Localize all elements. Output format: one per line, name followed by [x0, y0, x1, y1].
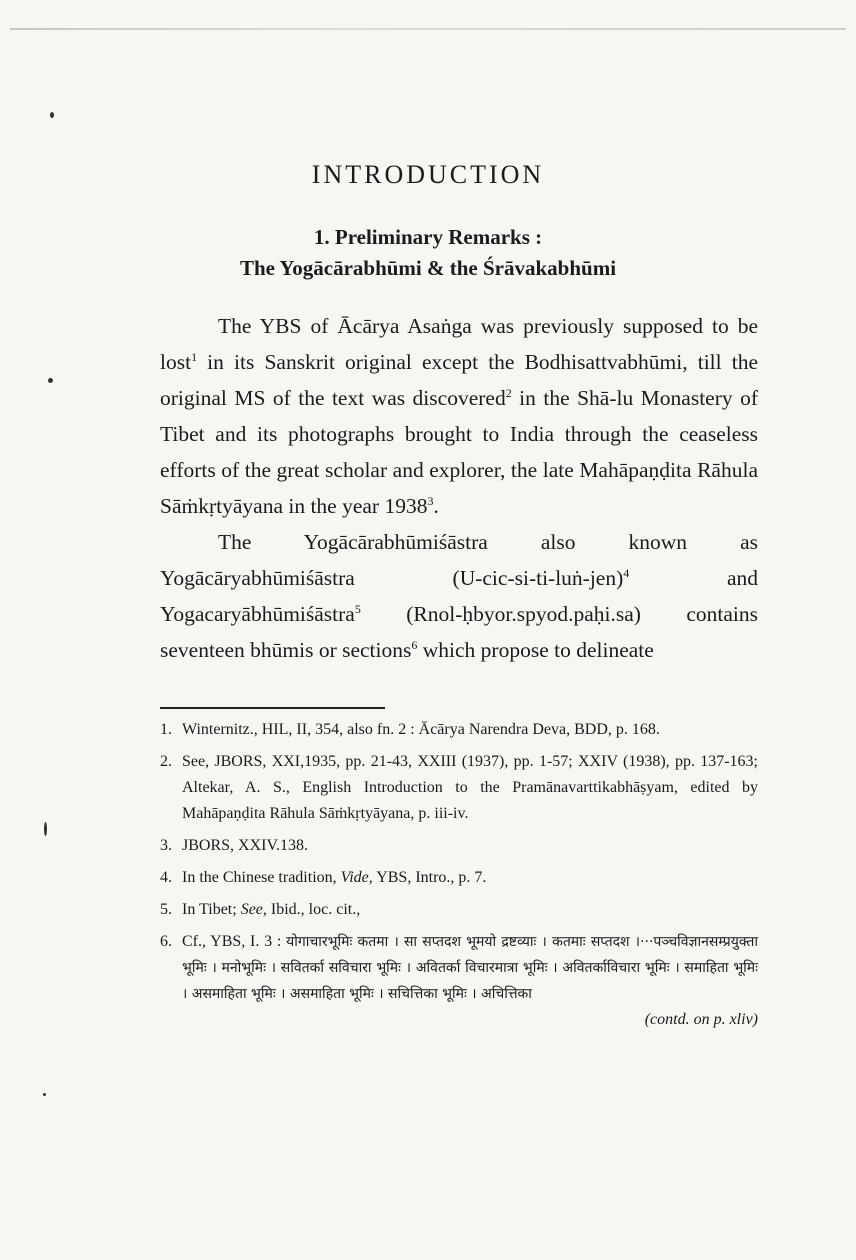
scan-speck	[48, 378, 53, 383]
scan-speck	[44, 822, 47, 836]
footnote-4	[160, 865, 758, 891]
footnote-ref-2: 2	[505, 385, 512, 400]
chapter-title: INTRODUCTION	[311, 160, 545, 190]
paragraph-2: The Yogācārabhūmiśāstra also known as Yogācāryabhūmiśāstra (U-cic-si-ti-luṅ-jen)$^4$ and Yogacaryābhūmiśāstra$^5$ (Rnol-ḥbyor.spyod.paḥi.sa) contains seventeen bhūmis or sections$^6$ which propose to delineate	[160, 530, 758, 662]
footnote-text: Winternitz., HIL, II, 354, also fn. 2 : Ācārya Narendra Deva, BDD, p. 168.	[182, 721, 660, 738]
footnote-ref-1: 1	[191, 349, 198, 364]
footnote-ref-5: 5	[354, 601, 361, 616]
footnote-number: 1.	[160, 721, 172, 738]
footnote-5	[160, 897, 758, 923]
footnote-6	[160, 929, 758, 1033]
scan-speck	[43, 1093, 46, 1096]
devanagari-quote: योगाचारभूमिः कतमा । सा सप्तदश भूमयो द्रष्टव्याः । कतमाः सप्तदश ।···पञ्चविज्ञानसम्प्रयुक्ता भूमिः । मनोभूमिः । सवितर्का सविचारा भूमिः । अवितर्का विचारमात्रा भूमिः । अवितर्काविचारा भूमिः । समाहिता भूमिः । असमाहिता भूमिः । असमाहिता भूमिः । सचित्तिका भूमिः । अचित्तिका	[182, 934, 758, 1002]
section-heading	[0, 222, 856, 284]
footnote-1	[160, 717, 758, 743]
footnote-number: 3.	[160, 837, 172, 854]
footnote-number: 4.	[160, 869, 172, 886]
footnote-3	[160, 833, 758, 859]
paragraph-1: The YBS of Ācārya Asaṅga was previously supposed to be lost$^1$ in its Sanskrit original except the Bodhisattvabhūmi, till the original MS of the text was discovered$^2$ in the Shā-lu Monastery of Tibet and its photographs brought to India through the ceaseless efforts of the great scholar and explorer, the late Mahāpaṇḍita Rāhula Sāṁkṛtyāyana in the year 1938$^3$.	[160, 314, 758, 518]
footnote-2	[160, 749, 758, 827]
footnote-text: See, JBORS, XXI,1935, pp. 21-43, XXIII (1937), pp. 1-57; XXIV (1938), pp. 137-163; Altekar, A. S., English Introduction to the Pramānavarttikabhāṣyam, edited by Mahāpaṇḍita Rāhula Sāṁkṛtyāyana, p. iii-iv.	[182, 753, 758, 822]
footnote-ref-3: 3	[427, 493, 434, 508]
body-text	[160, 308, 758, 668]
footnote-divider	[160, 707, 385, 709]
footnote-number: 6.	[160, 933, 172, 950]
footnotes	[160, 717, 758, 1039]
section-heading-line-1: 1. Preliminary Remarks :	[313, 225, 543, 249]
footnote-number: 2.	[160, 753, 172, 770]
footnote-ref-6: 6	[411, 637, 418, 652]
footnote-number: 5.	[160, 901, 172, 918]
footnote-text: In the Chinese tradition, Vide, YBS, Intro., p. 7.	[182, 869, 487, 886]
page-top-edge	[10, 28, 846, 30]
footnote-text: In Tibet; See, Ibid., loc. cit.,	[182, 901, 361, 918]
section-heading-line-2: The Yogācārabhūmi & the Śrāvakabhūmi	[239, 256, 617, 280]
scan-speck	[50, 112, 54, 118]
footnote-text: JBORS, XXIV.138.	[182, 837, 308, 854]
footnote-text: Cf., YBS, I. 3 : योगाचारभूमिः कतमा । सा सप्तदश भूमयो द्रष्टव्याः । कतमाः सप्तदश ।···पञ्चविज्ञानसम्प्रयुक्ता भूमिः । मनोभूमिः । सवितर्का सविचारा भूमिः । अवितर्का विचारमात्रा भूमिः । अवितर्काविचारा भूमिः । समाहिता भूमिः । असमाहिता भूमिः । असमाहिता भूमिः । सचित्तिका भूमिः । अचित्तिका (contd. on p. xliv)	[182, 929, 758, 1033]
footnote-ref-4: 4	[623, 565, 630, 580]
continued-note: (contd. on p. xliv)	[644, 1011, 758, 1028]
